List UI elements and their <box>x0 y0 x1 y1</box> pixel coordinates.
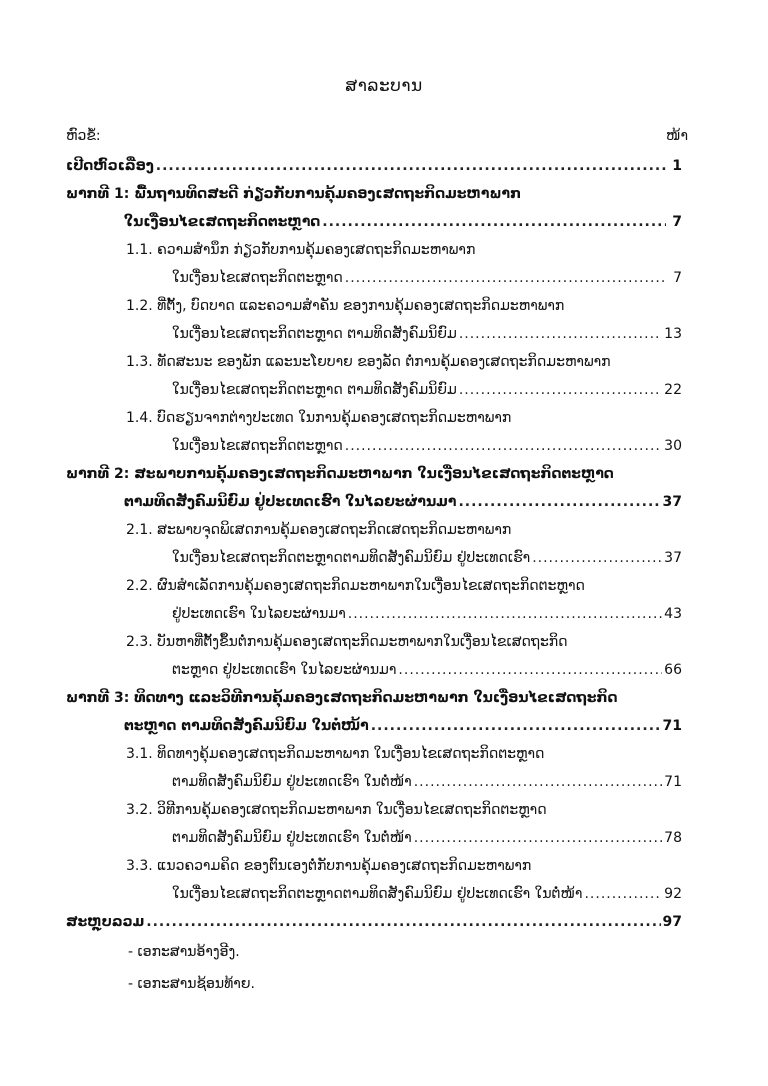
dot-leader <box>414 772 662 792</box>
section-number: 1.4. <box>126 410 153 426</box>
section-title-line2: ໃນເງື່ອນໄຂເສດຖະກິດຕະຫຼາດ <box>172 438 343 454</box>
dot-leader <box>532 548 662 568</box>
toc-part-2-line2[interactable] <box>124 492 682 512</box>
section-title-line1: ບັນຫາທີ່ຕັ້ງຂຶ້ນຕໍ່ການຄຸ້ມຄອງເສດຖະກິດມະຫາພາກໃນເງື່ອນໄຂເສດຖະກິດ <box>157 634 568 650</box>
dot-leader <box>584 884 662 904</box>
dot-leader <box>459 324 662 344</box>
section-title-line2: ຕາມທິດສັງຄົມນິຍົມ ຢູ່ປະເທດເຮົາ ໃນຕໍ່ໜ້າ <box>172 830 412 846</box>
section-number: 2.2. <box>126 578 153 594</box>
toc-section-1-2[interactable] <box>126 296 564 316</box>
part-title-line1: ພື້ນຖານທິດສະດີ ກ່ຽວກັບການຄຸ້ມຄອງເສດຖະກິດມະຫາພາກ <box>134 186 522 202</box>
dot-leader <box>156 156 666 176</box>
toc-entry-page: 1 <box>672 158 682 174</box>
toc-entry-page: 66 <box>664 662 682 678</box>
toc-entry-page: 37 <box>662 494 682 510</box>
section-number: 3.2. <box>126 802 153 818</box>
part-title-line2: ຕະຫຼາດ ຕາມທິດສັງຄົມນິຍົມ ໃນຕໍ່ໜ້າ <box>124 718 369 734</box>
page-title: ສາລະບານ <box>345 76 423 96</box>
dot-leader <box>345 268 666 288</box>
section-number: 1.3. <box>126 354 153 370</box>
topic-column-label: ຫົວຂໍ້: <box>66 128 101 144</box>
section-title-line1: ທັດສະນະ ຂອງພັກ ແລະນະໂຍບາຍ ຂອງລັດ ຕໍ່ການຄຸ້ມຄອງເສດຖະກິດມະຫາພາກ <box>157 354 611 370</box>
section-number: 2.1. <box>126 522 153 538</box>
toc-part-1-line2[interactable] <box>124 212 682 232</box>
toc-section-3-1-line2[interactable] <box>172 772 682 792</box>
dot-leader <box>348 604 662 624</box>
dot-leader <box>414 828 662 848</box>
toc-section-3-3[interactable] <box>126 856 531 876</box>
toc-section-3-2-line2[interactable] <box>172 828 682 848</box>
part-title-line2: ຕາມທິດສັງຄົມນິຍົມ ຢູ່ປະເທດເຮົາ ໃນໄລຍະຜ່ານມາ <box>124 494 457 510</box>
toc-entry-page: 37 <box>664 550 682 566</box>
dot-leader <box>146 912 660 932</box>
toc-section-3-1[interactable] <box>126 744 544 764</box>
toc-section-1-1-line2[interactable] <box>172 268 682 288</box>
section-title-line1: ທີ່ຕັ້ງ, ບົດບາດ ແລະຄວາມສຳຄັນ ຂອງການຄຸ້ມຄອງເສດຖະກິດມະຫາພາກ <box>157 298 565 314</box>
toc-part-1-heading[interactable] <box>66 184 521 204</box>
toc-section-1-4-line2[interactable] <box>172 436 682 456</box>
section-title-line2: ຕະຫຼາດ ຢູ່ປະເທດເຮົາ ໃນໄລຍະຜ່ານມາ <box>172 662 397 678</box>
section-title-line1: ທິດທາງຄຸ້ມຄອງເສດຖະກິດມະຫາພາກ ໃນເງື່ອນໄຂເສດຖະກິດຕະຫຼາດ <box>157 746 545 762</box>
section-title-line2: ໃນເງື່ອນໄຂເສດຖະກິດຕະຫຼາດຕາມທິດສັງຄົມນິຍົມ ຢູ່ປະເທດເຮົາ ໃນຕໍ່ໜ້າ <box>172 886 583 902</box>
dot-leader <box>322 212 666 232</box>
section-title-line2: ຕາມທິດສັງຄົມນິຍົມ ຢູ່ປະເທດເຮົາ ໃນຕໍ່ໜ້າ <box>172 774 412 790</box>
part-title-line1: ທິດທາງ ແລະວິທີການຄຸ້ມຄອງເສດຖະກິດມະຫາພາກ ໃນເງື່ອນໄຂເສດຖະກິດ <box>134 690 618 706</box>
toc-entry-label: ເປີດຫົວເລື່ອງ <box>66 158 154 174</box>
toc-entry-page: 78 <box>664 830 682 846</box>
section-title-line1: ບົດຮຽນຈາກຕ່າງປະເທດ ໃນການຄຸ້ມຄອງເສດຖະກິດມະຫາພາກ <box>157 410 512 426</box>
section-number: 3.1. <box>126 746 153 762</box>
toc-section-1-3-line2[interactable] <box>172 380 682 400</box>
toc-entry-page: 13 <box>664 326 682 342</box>
toc-section-3-3-line2[interactable] <box>172 884 682 904</box>
dot-leader <box>398 660 662 680</box>
section-number: 3.3. <box>126 858 153 874</box>
dot-leader <box>345 436 662 456</box>
section-number: 1.2. <box>126 298 153 314</box>
toc-section-2-2[interactable] <box>126 576 585 596</box>
toc-entry-page: 7 <box>673 270 682 286</box>
dot-leader <box>458 492 660 512</box>
section-number: 2.3. <box>126 634 153 650</box>
toc-section-2-3[interactable] <box>126 632 568 652</box>
toc-appendix-references[interactable]: - ເອກະສານອ້າງອີງ. <box>128 944 240 960</box>
toc-section-1-2-line2[interactable] <box>172 324 682 344</box>
toc-entry-page: 30 <box>664 438 682 454</box>
toc-part-2-heading[interactable] <box>66 464 614 484</box>
toc-section-1-4[interactable] <box>126 408 511 428</box>
section-title-line1: ຄວາມສຳນຶກ ກ່ຽວກັບການຄຸ້ມຄອງເສດຖະກິດມະຫາພາກ <box>157 242 476 258</box>
toc-entry-conclusion[interactable] <box>66 912 682 932</box>
section-title-line2: ໃນເງື່ອນໄຂເສດຖະກິດຕະຫຼາດຕາມທິດສັງຄົມນິຍົມ ຢູ່ປະເທດເຮົາ <box>172 550 531 566</box>
dot-leader <box>371 716 661 736</box>
toc-section-2-1[interactable] <box>126 520 511 540</box>
part-label: ພາກທີ 1: <box>66 186 130 202</box>
toc-entry-label: ສະຫຼຸບລວມ <box>66 914 145 930</box>
section-title-line2: ໃນເງື່ອນໄຂເສດຖະກິດຕະຫຼາດ <box>172 270 343 286</box>
toc-entry-page: 22 <box>664 382 682 398</box>
part-title-line2: ໃນເງື່ອນໄຂເສດຖະກິດຕະຫຼາດ <box>124 214 321 230</box>
toc-entry-page: 7 <box>672 214 682 230</box>
section-number: 1.1. <box>126 242 153 258</box>
part-label: ພາກທີ 3: <box>66 690 130 706</box>
section-title-line1: ສະພາບຈຸດພິເສດການຄຸ້ມຄອງເສດຖະກິດເສດຖະກິດມະຫາພາກ <box>157 522 512 538</box>
toc-section-1-3[interactable] <box>126 352 611 372</box>
toc-entry-page: 71 <box>664 774 682 790</box>
toc-section-2-3-line2[interactable] <box>172 660 682 680</box>
toc-part-3-line2[interactable] <box>124 716 682 736</box>
toc-entry-page: 71 <box>662 718 682 734</box>
page-column-label: ໜ້າ <box>666 128 688 144</box>
section-title-line2: ຢູ່ປະເທດເຮົາ ໃນໄລຍະຜ່ານມາ <box>172 606 346 622</box>
toc-section-3-2[interactable] <box>126 800 547 820</box>
toc-entry-page: 97 <box>662 914 682 930</box>
section-title-line1: ຜົນສຳເລັດການຄຸ້ມຄອງເສດຖະກິດມະຫາພາກໃນເງື່ອນໄຂເສດຖະກິດຕະຫຼາດ <box>157 578 585 594</box>
toc-section-1-1[interactable] <box>126 240 475 260</box>
toc-section-2-1-line2[interactable] <box>172 548 682 568</box>
toc-entry-page: 43 <box>664 606 682 622</box>
section-title-line2: ໃນເງື່ອນໄຂເສດຖະກິດຕະຫຼາດ ຕາມທິດສັງຄົມນິຍົມ <box>172 382 457 398</box>
toc-part-3-heading[interactable] <box>66 688 617 708</box>
toc-section-2-2-line2[interactable] <box>172 604 682 624</box>
part-title-line1: ສະພາບການຄຸ້ມຄອງເສດຖະກິດມະຫາພາກ ໃນເງື່ອນໄຂເສດຖະກິດຕະຫຼາດ <box>134 466 614 482</box>
toc-appendix-annex[interactable]: - ເອກະສານຊ້ອນທ້າຍ. <box>128 976 255 992</box>
section-title-line1: ວິທີການຄຸ້ມຄອງເສດຖະກິດມະຫາພາກ ໃນເງື່ອນໄຂເສດຖະກິດຕະຫຼາດ <box>157 802 547 818</box>
toc-entry-page: 92 <box>664 886 682 902</box>
section-title-line1: ແນວຄວາມຄິດ ຂອງຕົນເອງຕໍ່ກັບການຄຸ້ມຄອງເສດຖະກິດມະຫາພາກ <box>157 858 532 874</box>
part-label: ພາກທີ 2: <box>66 466 130 482</box>
section-title-line2: ໃນເງື່ອນໄຂເສດຖະກິດຕະຫຼາດ ຕາມທິດສັງຄົມນິຍົມ <box>172 326 457 342</box>
dot-leader <box>459 380 662 400</box>
toc-entry-intro[interactable] <box>66 156 682 176</box>
